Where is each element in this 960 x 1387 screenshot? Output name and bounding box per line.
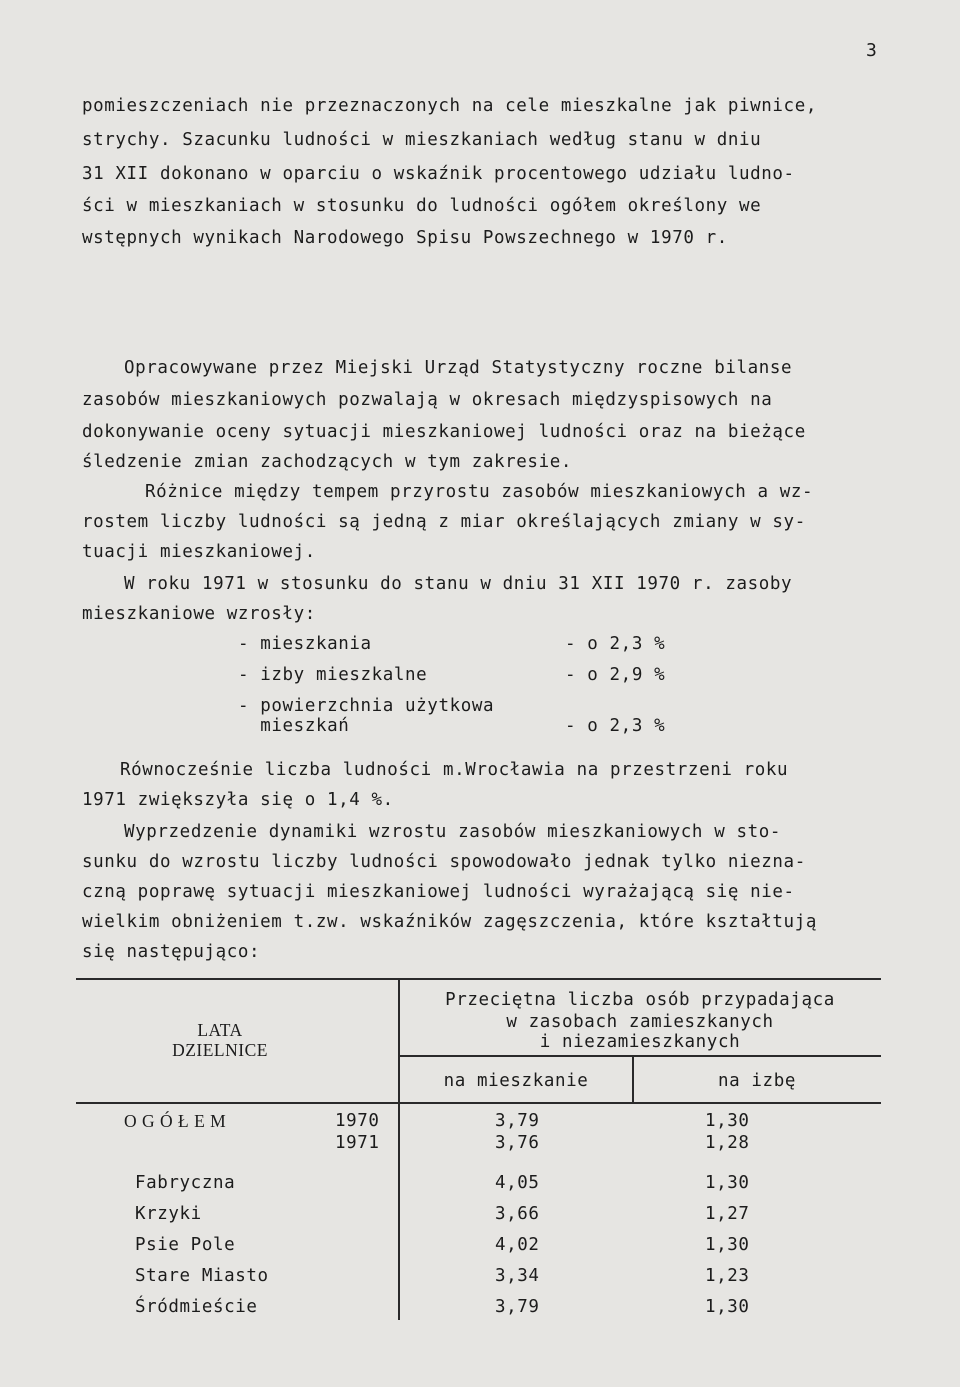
text-line: Opracowywane przez Miejski Urząd Statystyczny roczne bilanse — [124, 358, 793, 378]
district-mieszkanie: 3,34 — [495, 1266, 540, 1286]
district-mieszkanie: 4,05 — [495, 1173, 540, 1193]
district-mieszkanie: 4,02 — [495, 1235, 540, 1255]
growth-item-value: - o 2,3 % — [565, 716, 666, 736]
district-name: Fabryczna — [135, 1173, 236, 1193]
district-izbe: 1,27 — [705, 1204, 750, 1224]
district-mieszkanie: 3,66 — [495, 1204, 540, 1224]
growth-item-value: - o 2,3 % — [565, 634, 666, 654]
text-line: mieszkaniowe wzrosły: — [82, 604, 316, 624]
district-mieszkanie: 3,79 — [495, 1297, 540, 1317]
text-line: Różnice między tempem przyrostu zasobów mieszkaniowych a wz- — [145, 482, 814, 502]
text-line: Wyprzedzenie dynamiki wzrostu zasobów mieszkaniowych w sto- — [124, 822, 782, 842]
header-group-line: i niezamieszkanych — [539, 1032, 741, 1052]
column-header-izbe: na izbę — [718, 1071, 796, 1091]
header-lata: LATA — [197, 1020, 243, 1040]
growth-item-label: - izby mieszkalne — [238, 665, 428, 685]
district-name: Psie Pole — [135, 1235, 236, 1255]
text-line: rostem liczby ludności są jedną z miar określających zmiany w sy- — [82, 512, 806, 532]
growth-item-label: - mieszkania — [238, 634, 372, 654]
header-group-line: Przeciętna liczba osób przypadająca — [445, 990, 835, 1010]
total-mieszkanie: 3,79 — [495, 1111, 540, 1131]
growth-item-label-cont: mieszkań — [238, 716, 350, 736]
table-top-rule — [76, 978, 881, 980]
text-line: pomieszczeniach nie przeznaczonych na cele mieszkalne jak piwnice, — [82, 96, 817, 116]
header-group-line: w zasobach zamieszkanych — [506, 1012, 774, 1032]
text-line: się następująco: — [82, 942, 261, 962]
text-line: 1971 zwiększyła się o 1,4 %. — [82, 790, 394, 810]
text-line: zasobów mieszkaniowych pozwalają w okresach międzyspisowych na — [82, 390, 773, 410]
table-header-rule — [398, 1055, 881, 1057]
total-year: 1971 — [335, 1133, 380, 1153]
text-line: czną poprawę sytuacji mieszkaniowej ludności wyrażającą się nie- — [82, 882, 795, 902]
district-name: Śródmieście — [135, 1297, 258, 1317]
column-header-mieszkanie: na mieszkanie — [443, 1071, 589, 1091]
district-izbe: 1,30 — [705, 1297, 750, 1317]
text-line: tuacji mieszkaniowej. — [82, 542, 316, 562]
district-name: Krzyki — [135, 1204, 202, 1224]
text-line: wielkim obniżeniem t.zw. wskaźników zagęszczenia, które kształtują — [82, 912, 817, 932]
text-line: 31 XII dokonano w oparciu o wskaźnik procentowego udziału ludno- — [82, 164, 795, 184]
district-izbe: 1,30 — [705, 1173, 750, 1193]
total-label: O G Ó Ł E M — [124, 1111, 227, 1131]
district-izbe: 1,30 — [705, 1235, 750, 1255]
page-number: 3 — [866, 40, 877, 61]
text-line: ści w mieszkaniach w stosunku do ludności ogółem określony we — [82, 196, 762, 216]
header-dzielnice: DZIELNICE — [172, 1040, 268, 1060]
growth-item-label: - powierzchnia użytkowa — [238, 696, 495, 716]
total-izbe: 1,30 — [705, 1111, 750, 1131]
text-line: dokonywanie oceny sytuacji mieszkaniowej ludności oraz na bieżące — [82, 422, 806, 442]
total-year: 1970 — [335, 1111, 380, 1131]
growth-item-value: - o 2,9 % — [565, 665, 666, 685]
text-line: wstępnych wynikach Narodowego Spisu Powszechnego w 1970 r. — [82, 228, 728, 248]
text-line: śledzenie zmian zachodzących w tym zakresie. — [82, 452, 572, 472]
text-line: Równocześnie liczba ludności m.Wrocławia na przestrzeni roku — [120, 760, 789, 780]
district-izbe: 1,23 — [705, 1266, 750, 1286]
total-izbe: 1,28 — [705, 1133, 750, 1153]
total-mieszkanie: 3,76 — [495, 1133, 540, 1153]
text-line: W roku 1971 w stosunku do stanu w dniu 31 XII 1970 r. zasoby — [124, 574, 793, 594]
district-name: Stare Miasto — [135, 1266, 269, 1286]
text-line: sunku do wzrostu liczby ludności spowodowało jednak tylko nieznа- — [82, 852, 806, 872]
table-body-rule — [76, 1102, 881, 1104]
text-line: strychy. Szacunku ludności w mieszkaniach według stanu w dniu — [82, 130, 762, 150]
